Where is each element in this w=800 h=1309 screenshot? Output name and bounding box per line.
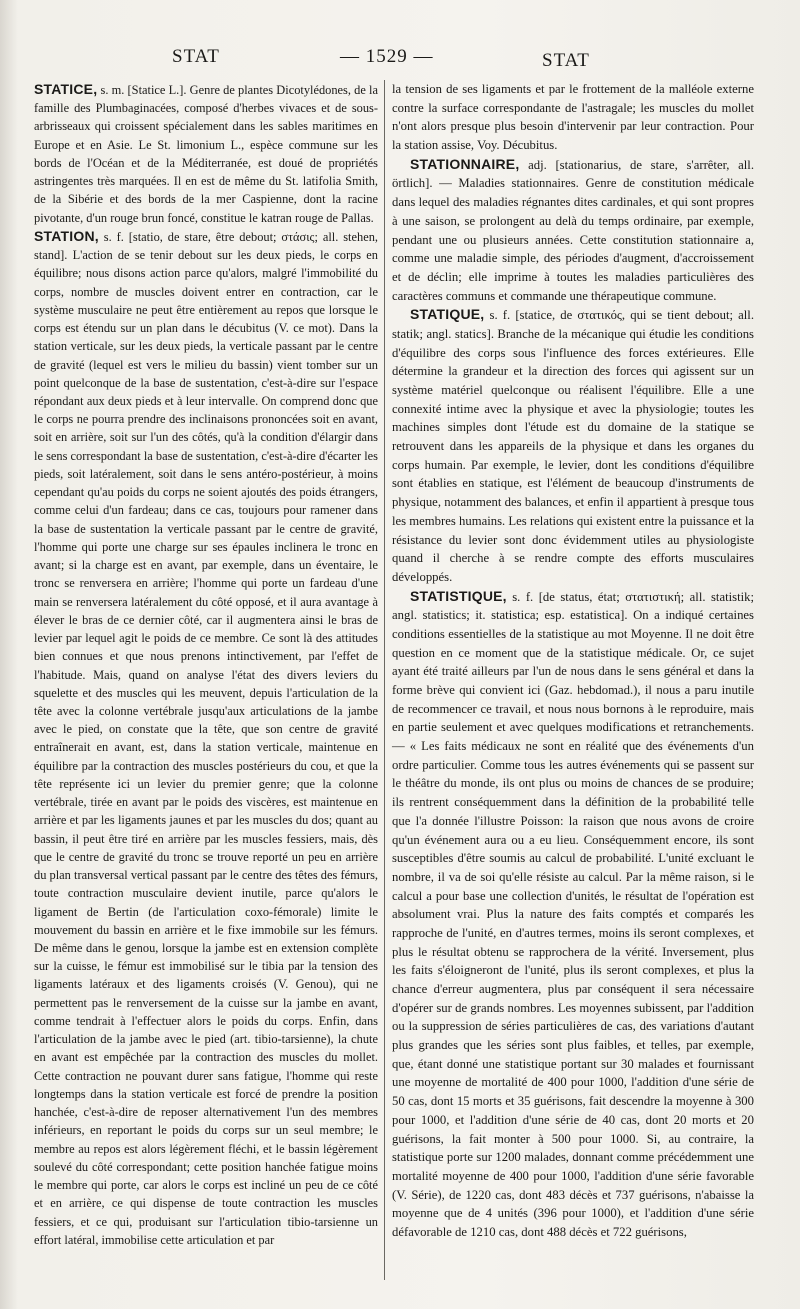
header-right-keyword: STAT — [542, 50, 590, 71]
entry-statique — [392, 305, 754, 586]
entry-body: s. f. [de status, état; στατιστική; all. statistik; angl. statistics; it. statistica; esp. estatistica]. On a indiqué certaines conditions essentielles de la statistique au mot Moyenne. Il ne doit être question en ce moment que de la statistique médicale. Or, ce sujet ayant été traité ailleurs par l'un de nous dans le sens général et dans la forme brève qui convient ici (Gaz. hebdomad.), il nous a paru inutile de recommencer ce travail, et nous nous bornons à le reproduire, mais en partie seulement et avec quelques modifications et retranchements. — « Les faits médicaux ne sont en réalité que des événements d'un ordre particulier. Comme tous les autres événements qui se passent sur le théâtre du monde, ils ont plus ou moins de chances de se produire; ils rentrent conséquemment dans la définition de la probabilité telle que l'a donnée l'illustre Poisson: la raison que nous avons de croire qu'un événement aura ou a eu lieu. Conséquemment encore, ils sont susceptibles d'être soumis au calcul de probabilité. L'unité excluant le nombre, il va de soi qu'elle résiste au calcul. Par la même raison, si le calcul a pour base une collection d'unités, le résultat de l'opération est absolument vrai. Plus la nature des faits comptés et comparés les rapproche de l'unité, en d'autres termes, moins ils seront complexes, et plus le résultat obtenu se rapprochera de la vérité. Inversement, plus les faits s'éloigneront de l'unité, plus ils seront complexes, et plus la chance d'erreur augmentera, plus par conséquent il sera nécessaire d'opérer sur de grands nombres. Les moyennes subissent, par l'addition ou la suppression de séries particulières de cas, des variations d'autant plus grandes que les séries sont plus faibles, et telles, par exemple, que, étant donné une statistique portant sur 30 malades et fournissant une moyenne de mortalité de 400 pour 1000, l'addition d'une série de 50 cas, dont 15 morts et 35 guérisons, fait descendre la moyenne à 300 pour 1000, et l'addition d'une série de 40 cas, dont 20 morts et 20 guérisons, la fait monter à 500 pour 1000. Si, au contraire, la statistique porte sur 1200 malades, donnant comme précédemment une mortalité moyenne de 400 pour 1000, l'addition d'une série favorable (V. Série), de 1220 cas, dont 483 décès et 737 guérisons, n'abaisse la moyenne que de 4 unités (396 pour 1000), et l'addition d'une série défavorable de 1210 cas, dont 488 décès et 722 guérisons, — [392, 589, 754, 1239]
entry-statice — [34, 80, 378, 227]
entry-body: s. f. [statio, de stare, être debout; στάσις; all. stehen, stand]. L'action de se tenir debout sur les deux pieds, le corps en équilibre; nous disons action parce qu'alors, malgré l'immobilité du corps, nombre de muscles doivent entrer en contraction, car le système musculaire ne peut être entièrement au repos que lorsque le corps est étendu sur un plan dans le décubitus (V. ce mot). Dans la station verticale, sur les deux pieds, la verticale passant par le centre de gravité (lequel est vers le milieu du bassin) vient tomber sur un point quelconque de la base de sustentation, c'est-à-dire sur l'espace répondant aux deux pieds et à leur intervalle. On comprend donc que le corps ne pourra prendre des inclinaisons prononcées soit en avant, soit en arrière, soit sur l'un des côtés, qu'à la condition d'élargir dans le sens correspondant la base de sustentation, c'est-à-dire d'écarter les pieds, soit latéralement, soit dans le sens antéro-postérieur, à moins cependant qu'au poids du corps ne soient ajoutés des poids étrangers, comme celui d'un fardeau; dans ce cas, toujours pour ramener dans la base de sustentation la verticale passant par le centre de gravité, l'homme qui porte une charge sur ses épaules inclinera le tronc en avant; si la charge est en avant, par exemple, dans un éventaire, le tronc se renversera en arrière; l'homme qui porte un fardeau d'une main se renversera latéralement du côté opposé, et il aura avantage à élever le bras de ce dernier côté, car il augmentera ainsi le bras de levier par lequel agit le poids de ce membre. Ce sont là des attitudes bien connues et que nous prenons intinctivement, par l'effet de l'habitude. Mais, quand on analyse l'état des divers leviers du squelette et des muscles qui les meuvent, depuis l'articulation de la tête avec la colonne vertébrale jusqu'aux articulations de la jambe avec le pied, on constate que la tête, que son centre de gravité entraînerait en avant, est, dans la station verticale, maintenue en équilibre par la contraction des muscles postérieurs du cou, et que la tête représente ici un levier du premier genre; que la colonne vertébrale, tirée en avant par le poids des viscères, est maintenue en arrière et par les ligaments jaunes et par les muscles du dos; quant au bassin, il peut être tiré en arrière par les muscles fessiers, mais, dès que le centre de gravité du tronc se trouve reporté un peu en arrière du plan transversal vertical passant par le centre des têtes des fémurs, toute contraction musculaire devient inutile, parce qu'alors le ligament de Bertin (de l'articulation coxo-fémorale) limite le mouvement du bassin en arrière et le fixe immobile sur les fémurs. De même dans le genou, lorsque la jambe est en extension complète sur la cuisse, le fémur est immobilisé sur le tibia par la tension des ligaments latéraux et des ligaments croisés (V. Genou), qui ne permettent pas le renversement de la cuisse sur la jambe en avant, comme tendrait à l'effectuer alors le poids du corps. Enfin, dans l'articulation de la jambe avec le pied (art. tibio-tarsienne), la chute en avant est empêchée par la contraction des muscles du mollet. Cette contraction ne pouvant durer sans fatigue, l'homme qui reste longtemps dans la station verticale est forcé de prendre la position hanchée, c'est-à-dire de reposer alternativement l'un des membres inférieurs, en reportant le poids du corps sur un seul membre; le membre au repos est alors légèrement fléchi, et le bassin légèrement soulevé du côté correspondant; cette position hanchée fatigue moins le membre qui porte, car alors le corps est incliné un peu de ce côté et en arrière, ce qui dispense de toute contraction les muscles fessiers, et ce qui, produisant sur l'articulation tibio-tarsienne un effort latéral, immobilise cette articulation et par — [34, 229, 378, 1247]
column-divider — [384, 80, 385, 1280]
running-header — [0, 44, 800, 74]
right-column — [392, 80, 754, 1242]
entry-headword: STATICE, — [34, 81, 98, 97]
page-number: — 1529 — — [340, 46, 434, 67]
entry-headword: STATISTIQUE, — [410, 587, 507, 604]
entry-headword: STATIONNAIRE, — [410, 155, 520, 172]
entry-body: s. f. [statice, de στατικός, qui se tient debout; all. statik; angl. statics]. Branche de la mécanique qui étudie les conditions d'équilibre des corps sous l'influence des forces extérieures. Elle détermine la grandeur et la direction des forces qui agissent sur un système matériel quelconque ou réalisent l'équilibre. Elle a une connexité intime avec la physique et avec la physiologie; toutes les machines simples dont l'étude est du domaine de la statique se retrouvent dans les appareils de la physique et dans les organes du corps humain. Par exemple, le levier, dont les conditions d'équilibre sont établies en statique, est l'élément de beaucoup d'instruments de physique, notamment des balances, et enfin il appartient à presque tous les membres humains. Les relations qui existent entre la puissance et la résistance du levier sont donc évidemment utiles au physiologiste quand il cherche à se rendre compte des efforts musculaires développés. — [392, 308, 755, 584]
entry-stationnaire — [392, 155, 754, 306]
entry-body: adj. [stationarius, de stare, s'arrêter, all. örtlich]. — Maladies stationnaires. Genre de constitution médicale dans lequel des maladies régnantes dites cardinales, et qui sont propres à une saison, se prolongent au delà du temps ordinaire, par exemple, pendant une ou plusieurs années. Cette constitution stationnaire a, comme une maladie simple, des périodes d'augment, d'accroissement et de déclin; elle imprime à toutes les maladies particulières des caractères communs et commande une thérapeutique commune. — [392, 157, 755, 303]
entry-statistique — [392, 587, 754, 1242]
entry-station — [34, 227, 378, 1249]
entry-body: la tension de ses ligaments et par le frottement de la malléole externe contre la surface correspondante de l'astragale; les muscles du mollet n'ont alors presque plus besoin d'intervenir par leur contraction. Pour la station assise, Voy. Décubitus. — [392, 82, 754, 153]
entry-station-continued — [392, 80, 754, 155]
header-left-keyword: STAT — [172, 46, 220, 67]
left-column — [34, 80, 378, 1249]
entry-headword: STATIQUE, — [410, 306, 485, 323]
entry-body: s. m. [Statice L.]. Genre de plantes Dicotylédones, de la famille des Plumbaginacées, composé d'herbes vivaces et de sous-arbrisseaux qui croissent spécialement dans les sables maritimes en Europe et en Asie. Le St. limonium L., espèce commune sur les bords de l'Océan et de la Méditerranée, est doué de propriétés astringentes très marquées. Il en est de même du St. latifolia Smith, de la Sibérie et des bords de la mer Caspienne, dont la racine pivotante, d'un rouge brun foncé, constitue le katran rouge de Pallas. — [34, 83, 378, 225]
entry-headword: STATION, — [34, 227, 99, 244]
